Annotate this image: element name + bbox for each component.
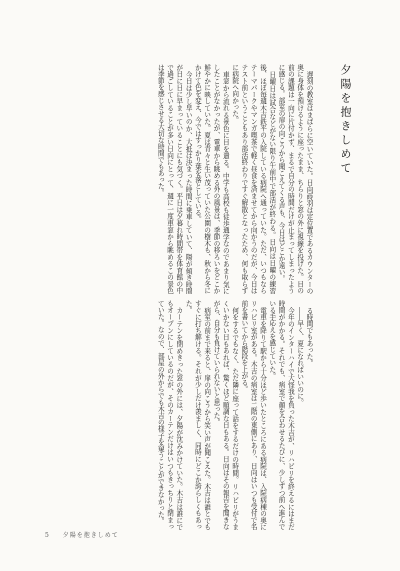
paragraph: 遅刻の教室はまばらに空いていた。日向蒔羽は定位置であるカウンターの奥に身体を預けるように座ったまま、ちらりと窓の外に視線を投げた。目の前の課題は一向に片付かず、まるで自分の時間だけが止まってしまったように感じる。部室の扉の向こうから聞こえてくる声も、今日はどこか遠い。 — [277, 64, 313, 294]
paragraph: 日曜日は試合などがない限り午前中で部活が終わる。日向は日曜の練習後、ほぼ毎週木吉鉄平の入院している病院へ通っていた。ただ、いつもならテーマパークやマンガ喫茶で軽く昼食を済ませてから向かうのだが、今日はテスト前ということもあり部活終わりですぐ解散となったため、何も取らずに病院へ向かった。 — [230, 64, 276, 294]
paragraph: カーテンを閉めきった窓の外には、夕陽が沈みかけていた。木吉は誰にでもオープンにしているのだが、そのカーテンだけはいつもきっちりと閉まっていた。なので、部屋の外からでも木吉の様子を窺うことができなかった。 — [156, 300, 183, 530]
paragraph: 今年のインターハイで大怪我を負った木吉が、リハビリを終えるにはまだ時間がかかる。それでも、病室で顔を合わせるたびに、少しずつ前へ進んでいる手応えを感じていた。 — [267, 300, 295, 530]
paragraph: 何をするでもなく、ただ隣に座って話をするだけの時間。リハビリがうまくいかない日もあれば、驚くほど順調な日もある。日向はその報告を聞きながら、自分も負けていられないと思った。 — [212, 300, 239, 530]
lower-text-block — [57, 300, 313, 530]
paragraph: 電車を降りて駅から十分ほど歩いたところにある病院は、入院病棟の奥にリハビリ室がある。木吉の病室は二階の東側にあり、日向はいつも受付で名前を書いてから階段を上がる。 — [239, 300, 267, 530]
paragraph: ――早く、夏になればいいのに。 — [295, 306, 304, 406]
paragraph: 今日は少し早いのか、大抵は決まった時間に乗車していて、陽が傾き時間が日に日に早まっていることにも気づく。平日は夕暮れ時間帯を体育館の中で過ごしていることが多い日向にとって、週に一度車窓から眺めるこの景色は季節を感じさせる大切な時間でもあった。 — [156, 64, 193, 294]
upper-text-block — [57, 64, 313, 294]
page-footer — [45, 530, 119, 539]
paragraph: 病室の前まで来ると、扉の向こうから笑い声が聞こえた。木吉は誰とでもすぐに打ち解ける。それが少しだけ羨ましく、同時にどこか誇らしくもあった。 — [184, 300, 211, 530]
running-title: 夕陽を抱きしめて — [62, 532, 119, 539]
page-number: 5 — [45, 532, 50, 539]
paragraph: る時間でもあった。 — [305, 306, 313, 366]
chapter-title: 夕陽を抱きしめて — [339, 64, 352, 176]
paragraph: 車窓から流れる景色に目を遣る。中学も高校も徒歩通学なのであまり気にしたことがなかったが、電車から眺める外の風景は、季節の移ろいをどこか鮮やかに映していた。夏は青々と生い茂っていた公園の樹木も、秋から冬にかけて色を変え、今ではすっかり葉を落としている。 — [193, 64, 230, 294]
